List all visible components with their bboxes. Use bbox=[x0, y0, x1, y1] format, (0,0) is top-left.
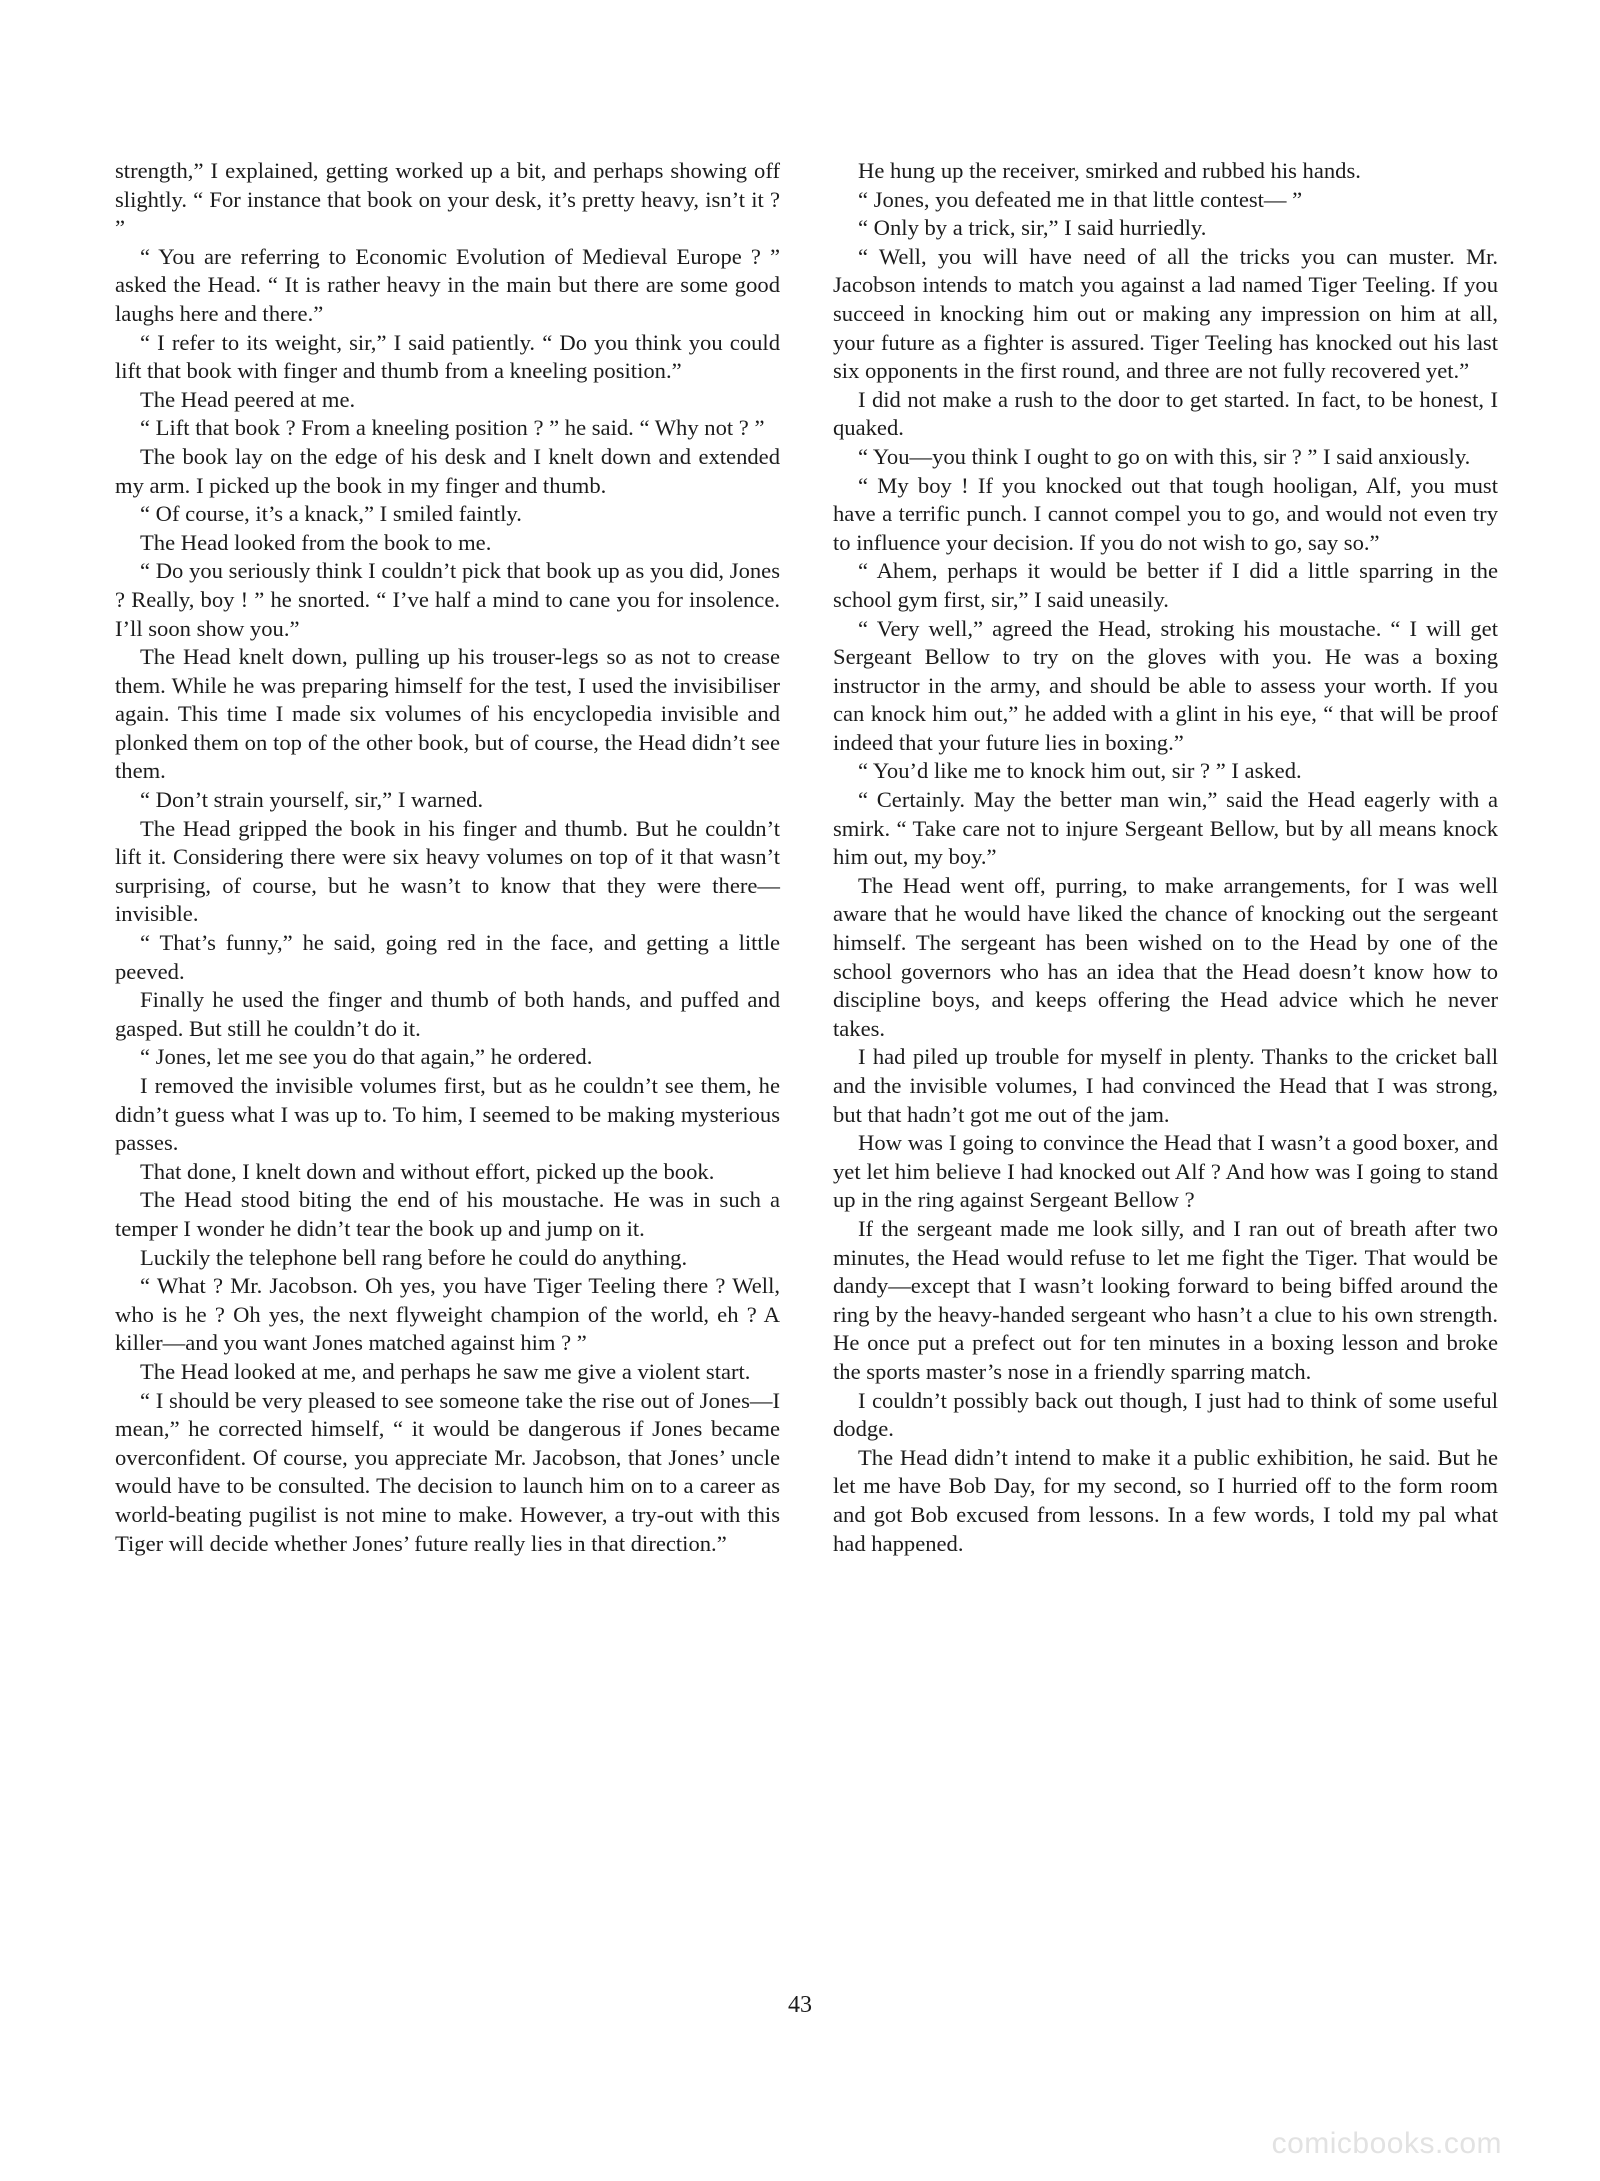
paragraph: strength,” I explained, getting worked up a bit, and perhaps showing off slightly. “ For instance that book on your desk, it’s pretty heavy, isn’t it ? ” bbox=[115, 158, 780, 241]
paragraph: The Head knelt down, pulling up his trouser-legs so as not to crease them. While he was preparing himself for the test, I used the invisibiliser again. This time I made six volumes of his encyclopedia invisible and plonked them on top of the other book, but of course, the Head didn’t see them. bbox=[115, 644, 780, 784]
page-number: 43 bbox=[788, 1992, 812, 2018]
paragraph: The Head went off, purring, to make arrangements, for I was well aware that he would have liked the chance of knocking out the sergeant himself. The sergeant has been wished on to the Head by one of the school governors who has an idea that the Head doesn’t know how to discipline boys, and keeps offering the Head advice which he never takes. bbox=[833, 872, 1498, 1041]
paragraph: “ Well, you will have need of all the tricks you can muster. Mr. Jacobson intends to match you against a lad named Tiger Teeling. If you succeed in knocking him out or making any impression on him at all, your future as a fighter is assured. Tiger Teeling has knocked out his last six opponents in the first round, and three are not fully recovered yet.” bbox=[833, 243, 1498, 384]
paragraph: I did not make a rush to the door to get started. In fact, to be honest, I quaked. bbox=[833, 386, 1498, 441]
paragraph: If the sergeant made me look silly, and I ran out of breath after two minutes, the Head would refuse to let me fight the Tiger. That would be dandy—except that I wasn’t looking forward to being biffed around the ring by the heavy-handed sergeant who hasn’t a clue to his own strength. He once put a prefect out for ten minutes in a boxing lesson and broke the sports master’s nose in a friendly sparring match. bbox=[833, 1215, 1498, 1384]
paragraph: “ That’s funny,” he said, going red in the face, and getting a little peeved. bbox=[115, 930, 780, 984]
paragraph: That done, I knelt down and without effort, picked up the book. bbox=[140, 1158, 715, 1184]
paragraph: “ Ahem, perhaps it would be better if I did a little sparring in the school gym first, sir,” I said uneasily. bbox=[833, 558, 1498, 612]
paragraph: “ You are referring to Economic Evolution of Medieval Europe ? ” asked the Head. “ It is rather heavy in the main but there are some good laughs here and there.” bbox=[115, 243, 780, 326]
paragraph: Finally he used the finger and thumb of both hands, and puffed and gasped. But still he couldn’t do it. bbox=[115, 987, 780, 1041]
paragraph: He hung up the receiver, smirked and rubbed his hands. bbox=[858, 158, 1361, 183]
paragraph: “ Very well,” agreed the Head, stroking his moustache. “ I will get Sergeant Bellow to try on the gloves with you. He was a boxing instructor in the army, and should be able to assess your worth. If you can knock him out,” he added with a glint in his eye, “ that will be proof indeed that your future lies in boxing.” bbox=[833, 615, 1498, 755]
paragraph: The Head didn’t intend to make it a public exhibition, he said. But he let me have Bob Day, for my second, so I hurried off to the form room and got Bob excused from lessons. In a few words, I told my pal what had happened. bbox=[833, 1444, 1498, 1556]
paragraph: The book lay on the edge of his desk and I knelt down and extended my arm. I picked up the book in my finger and thumb. bbox=[115, 443, 780, 498]
paragraph: “ What ? Mr. Jacobson. Oh yes, you have Tiger Teeling there ? Well, who is he ? Oh yes, the next flyweight champion of the world, eh ? A killer—and you want Jones matched against him ? ” bbox=[115, 1273, 780, 1356]
paragraph: “ Only by a trick, sir,” I said hurriedly. bbox=[858, 215, 1207, 241]
paragraph: “ Jones, you defeated me in that little contest— ” bbox=[858, 186, 1303, 212]
paragraph: “ You—you think I ought to go on with this, sir ? ” I said anxiously. bbox=[858, 443, 1471, 469]
paragraph: “ Don’t strain yourself, sir,” I warned. bbox=[140, 787, 484, 813]
paragraph: The Head gripped the book in his finger and thumb. But he couldn’t lift it. Considering there were six heavy volumes on top of it that wasn’t surprising, of course, but he wasn’t to know that they were there—invisible. bbox=[115, 815, 780, 927]
paragraph: “ Do you seriously think I couldn’t pick that book up as you did, Jones ? Really, boy ! ” he snorted. “ I’ve half a mind to cane you for insolence. I’ll soon show you.” bbox=[115, 558, 780, 641]
paragraph: “ I refer to its weight, sir,” I said patiently. “ Do you think you could lift that book with finger and thumb from a kneeling position.” bbox=[115, 329, 780, 384]
paragraph: “ Of course, it’s a knack,” I smiled faintly. bbox=[140, 501, 522, 527]
left-column bbox=[115, 157, 780, 1558]
right-column bbox=[833, 157, 1498, 1558]
paragraph: “ I should be very pleased to see someone take the rise out of Jones—I mean,” he corrected himself, “ it would be dangerous if Jones became overconfident. Of course, you appreciate Mr. Jacobson, that Jones’ uncle would have to be consulted. The decision to launch him on to a career as world-beating pugilist is not mine to make. However, a try-out with this Tiger will decide whether Jones’ future really lies in that direction.” bbox=[115, 1387, 780, 1556]
paragraph: I couldn’t possibly back out though, I just had to think of some useful dodge. bbox=[833, 1387, 1498, 1442]
paragraph: The Head stood biting the end of his moustache. He was in such a temper I wonder he didn’t tear the book up and jump on it. bbox=[115, 1187, 780, 1241]
watermark: comicbooks.com bbox=[1271, 2127, 1502, 2160]
paragraph: How was I going to convince the Head that I wasn’t a good boxer, and yet let him believe I had knocked out Alf ? And how was I going to stand up in the ring against Sergeant Bellow ? bbox=[833, 1130, 1498, 1213]
paragraph: “ Certainly. May the better man win,” said the Head eagerly with a smirk. “ Take care not to injure Sergeant Bellow, but by all means knock him out, my boy.” bbox=[833, 787, 1498, 870]
paragraph: The Head looked from the book to me. bbox=[140, 529, 492, 555]
paragraph: The Head peered at me. bbox=[140, 386, 356, 412]
paragraph: “ Lift that book ? From a kneeling position ? ” he said. “ Why not ? ” bbox=[140, 415, 765, 441]
paragraph: “ My boy ! If you knocked out that tough hooligan, Alf, you must have a terrific punch. I cannot compel you to go, and would not even try to influence your decision. If you do not wish to go, say so.” bbox=[833, 472, 1498, 555]
paragraph: “ Jones, let me see you do that again,” he ordered. bbox=[140, 1044, 593, 1070]
paragraph: I had piled up trouble for myself in plenty. Thanks to the cricket ball and the invisible volumes, I had convinced the Head that I was strong, but that hadn’t got me out of the jam. bbox=[833, 1044, 1498, 1127]
paragraph: Luckily the telephone bell rang before he could do anything. bbox=[140, 1244, 688, 1270]
paragraph: The Head looked at me, and perhaps he saw me give a violent start. bbox=[140, 1358, 751, 1384]
paragraph: “ You’d like me to knock him out, sir ? ” I asked. bbox=[858, 758, 1302, 784]
paragraph: I removed the invisible volumes first, but as he couldn’t see them, he didn’t guess what I was up to. To him, I seemed to be making mysterious passes. bbox=[115, 1073, 780, 1156]
